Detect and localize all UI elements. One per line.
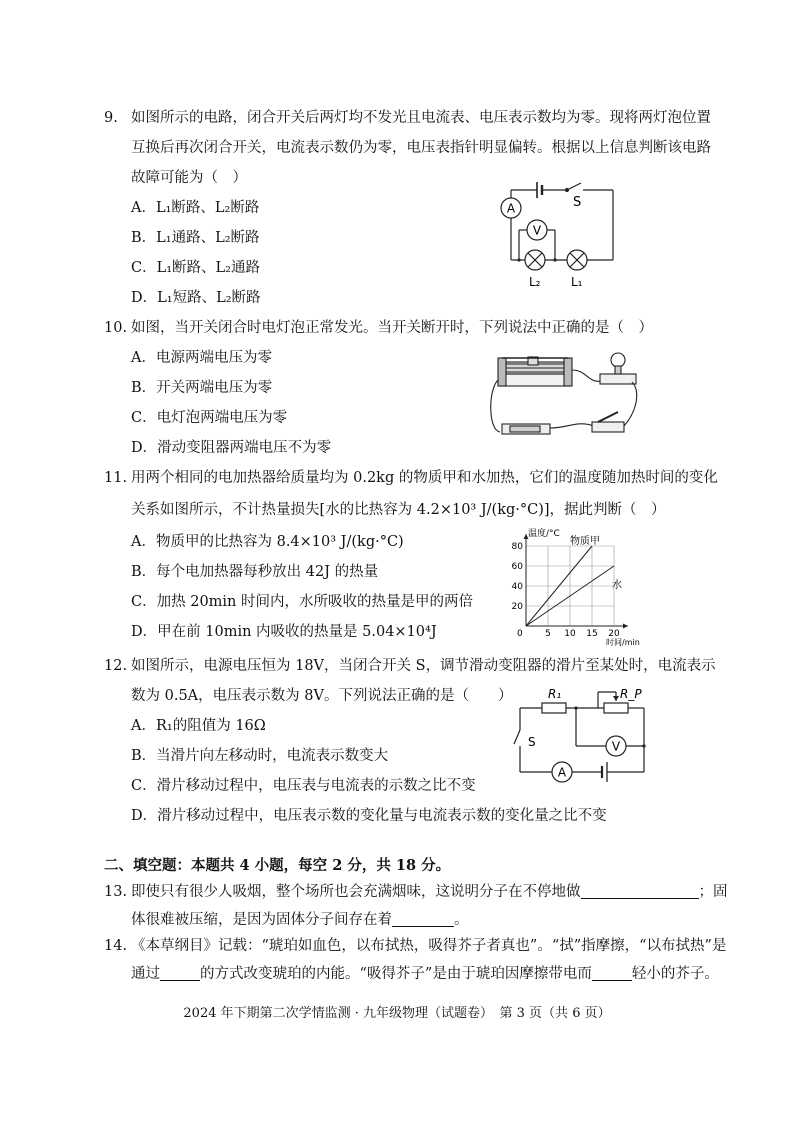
- option-text: 每个电加热器每秒放出 42J 的热量: [156, 564, 379, 580]
- option-letter: A．: [131, 200, 156, 216]
- option-letter: B．: [131, 564, 157, 580]
- x-tick-label: 10: [564, 629, 576, 639]
- option-letter: C．: [131, 410, 157, 426]
- q10-option-a: [131, 348, 272, 368]
- q12-text-line2: 数为 0.5A，电压表示数为 8V。下列说法正确的是（ ）: [131, 688, 513, 704]
- option-text: 滑片移动过程中，电压表示数的变化量与电流表示数的变化量之比不变: [157, 808, 607, 824]
- x-tick-label: 20: [608, 629, 620, 639]
- q13-text-part: ；固: [698, 884, 728, 900]
- option-letter: B．: [131, 380, 157, 396]
- option-text: L₁断路、L₂通路: [156, 260, 260, 276]
- option-text: L₁通路、L₂断路: [156, 230, 260, 246]
- chart-series: [526, 534, 622, 626]
- q12-option-b: [131, 746, 388, 766]
- q9-number: 9.: [104, 110, 118, 126]
- q11-number: 11.: [104, 470, 128, 486]
- option-letter: B．: [131, 230, 157, 246]
- q11-option-a: [131, 532, 404, 552]
- q14-text-part: 轻小的芥子。: [631, 966, 719, 982]
- x-tick-label: 5: [545, 629, 551, 639]
- rp-label: R_P: [620, 687, 642, 701]
- option-text: L₁短路、L₂断路: [157, 290, 261, 306]
- option-text: L₁断路、L₂断路: [155, 200, 260, 216]
- q12-number: 12.: [104, 658, 128, 674]
- option-letter: A．: [131, 718, 156, 734]
- series-label: 物质甲: [570, 536, 600, 547]
- q13-line1: [131, 882, 728, 902]
- q10-number: 10.: [104, 320, 128, 336]
- y-tick-label: 60: [511, 562, 523, 572]
- option-letter: C．: [131, 778, 157, 794]
- q11-option-d: [131, 622, 437, 642]
- q10-apparatus-figure: [488, 350, 648, 442]
- q9-option-a: [131, 198, 259, 218]
- option-text: 电源两端电压为零: [155, 350, 272, 366]
- q14-blank-1[interactable]: [160, 965, 200, 981]
- series-label: 水: [612, 580, 622, 591]
- page-footer: 2024 年下期第二次学情监测 · 九年级物理（试题卷） 第 3 页（共 6 页）: [183, 1006, 611, 1021]
- chart-xlabel: 时间/min: [606, 638, 640, 646]
- r1-label: R₁: [548, 687, 562, 701]
- q14-text-line1: 《本草纲目》记载：“琥珀如血色，以布拭热，吸得芥子者真也”。“拭”指摩擦，“以布拭热”是: [131, 938, 727, 954]
- q12-option-a: [131, 716, 266, 736]
- option-text: R₁的阻值为 16Ω: [155, 718, 266, 734]
- q14-number: 14.: [104, 938, 128, 954]
- lamp-l1-label: L₁: [571, 275, 583, 289]
- q13-text-part: 体很难被压缩，是因为固体分子间存在着: [131, 912, 392, 928]
- q11-option-b: [131, 562, 378, 582]
- option-text: 开关两端电压为零: [156, 380, 273, 396]
- q11-text-line2: 关系如图所示，不计热量损失[水的比热容为 4.2×10³ J/(kg·°C)]，据此判断（ ）: [131, 502, 666, 518]
- q10-option-c: [131, 408, 287, 428]
- q10-text-line1: 如图，当开关闭合时电灯泡正常发光。当开关断开时，下列说法中正确的是（ ）: [131, 320, 653, 336]
- q13-text-part: 即使只有很少人吸烟，整个场所也会充满烟味，这说明分子在不停地做: [131, 884, 581, 900]
- q13-text-part: 。: [454, 912, 469, 928]
- q14-text-part: 的方式改变琥珀的内能。“吸得芥子”是由于琥珀因摩擦带电而: [200, 966, 592, 982]
- option-text: 电灯泡两端电压为零: [156, 410, 288, 426]
- q9-text-line3: 故障可能为（ ）: [131, 170, 247, 186]
- option-text: 滑片移动过程中，电压表与电流表的示数之比不变: [156, 778, 476, 794]
- option-text: 物质甲的比热容为 8.4×10³ J/(kg·°C): [155, 534, 404, 550]
- lamp-l2-label: L₂: [529, 275, 541, 289]
- option-letter: D．: [131, 440, 158, 456]
- q13-blank-2[interactable]: [392, 911, 454, 927]
- voltmeter-label: V: [611, 739, 621, 754]
- chart-origin-label: 0: [517, 629, 523, 639]
- q9-text-line2: 互换后再次闭合开关，电流表示数仍为零，电压表指针明显偏转。根据以上信息判断该电路: [131, 140, 711, 156]
- switch-label: S: [528, 735, 536, 749]
- y-tick-label: 20: [511, 602, 523, 612]
- switch-label: S: [573, 195, 582, 210]
- q12-option-d: [131, 806, 607, 826]
- option-text: 滑动变阻器两端电压不为零: [157, 440, 332, 456]
- option-letter: D．: [131, 808, 158, 824]
- ammeter-label: A: [557, 765, 567, 780]
- option-letter: D．: [131, 290, 158, 306]
- q14-line2: [131, 964, 719, 984]
- q9-circuit-diagram: [495, 176, 625, 294]
- option-letter: C．: [131, 594, 157, 610]
- option-letter: A．: [131, 350, 156, 366]
- q9-option-d: [131, 288, 261, 308]
- option-letter: D．: [131, 624, 158, 640]
- q9-option-c: [131, 258, 260, 278]
- q13-line2: [131, 910, 469, 930]
- voltmeter-label: V: [532, 223, 542, 238]
- q11-text-line1: 用两个相同的电加热器给质量均为 0.2kg 的物质甲和水加热，它们的温度随加热时间的变化: [131, 470, 718, 486]
- q10-option-d: [131, 438, 331, 458]
- q11-temperature-chart: [506, 528, 674, 646]
- x-tick-label: 15: [586, 629, 598, 639]
- x-axis-arrow: [623, 624, 628, 629]
- option-letter: B．: [131, 748, 157, 764]
- option-letter: A．: [131, 534, 156, 550]
- q11-option-c: [131, 592, 473, 612]
- q12-option-c: [131, 776, 476, 796]
- q12-text-line1: 如图所示，电源电压恒为 18V，当闭合开关 S，调节滑动变阻器的滑片至某处时，电流表示: [131, 658, 716, 674]
- q10-option-b: [131, 378, 272, 398]
- ammeter-label: A: [506, 201, 516, 216]
- option-letter: C．: [131, 260, 157, 276]
- q13-number: 13.: [104, 884, 128, 900]
- y-tick-label: 80: [511, 542, 523, 552]
- q13-blank-1[interactable]: [581, 883, 699, 899]
- option-text: 当滑片向左移动时，电流表示数变大: [156, 748, 389, 764]
- q9-option-b: [131, 228, 260, 248]
- chart-grid: [526, 546, 614, 626]
- q14-blank-2[interactable]: [592, 965, 632, 981]
- q9-text-line1: 如图所示的电路，闭合开关后两灯均不发光且电流表、电压表示数均为零。现将两灯泡位置: [131, 110, 711, 126]
- section-2-title: 二、填空题：本题共 4 小题，每空 2 分，共 18 分。: [104, 857, 451, 874]
- option-text: 甲在前 10min 内吸收的热量是 5.04×10⁴J: [157, 624, 437, 640]
- q12-circuit-diagram: [508, 684, 658, 784]
- q14-text-part: 通过: [131, 966, 160, 982]
- chart-ylabel: 温度/°C: [528, 529, 560, 539]
- option-text: 加热 20min 时间内，水所吸收的热量是甲的两倍: [156, 594, 474, 610]
- y-tick-label: 40: [511, 582, 523, 592]
